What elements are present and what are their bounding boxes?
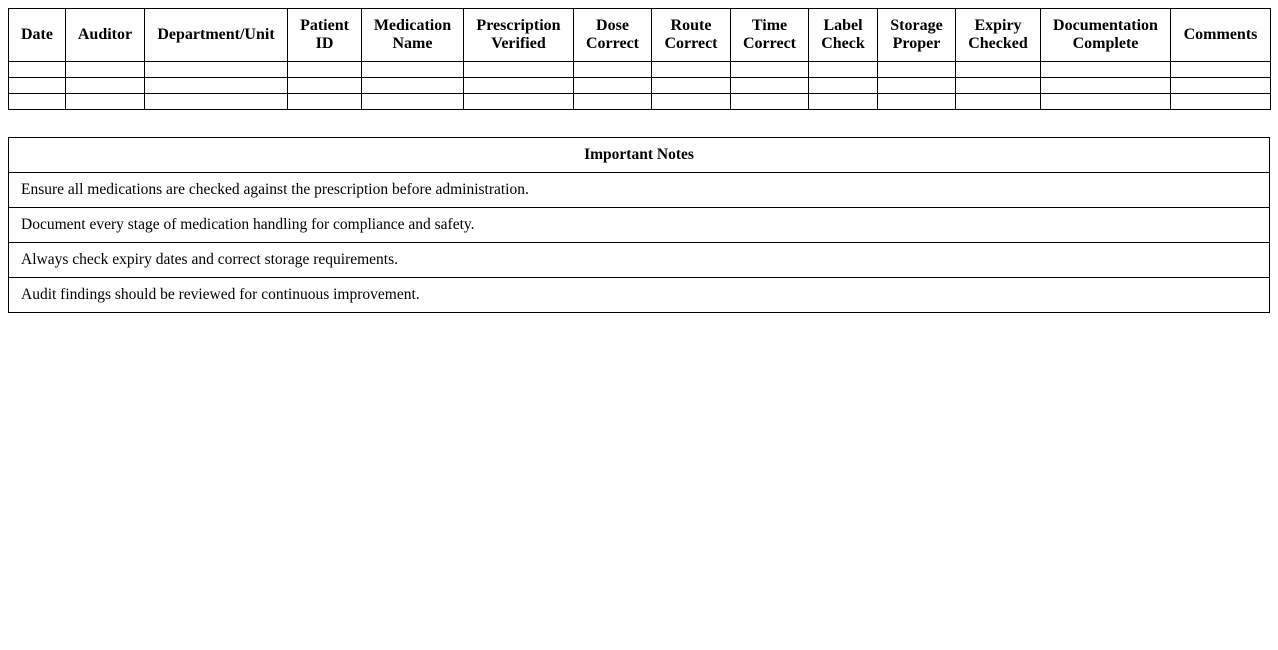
note-row xyxy=(9,278,1270,313)
audit-entry-cell[interactable] xyxy=(9,94,66,110)
note-item: Document every stage of medication handling for compliance and safety. xyxy=(9,208,1270,243)
audit-entry-cell[interactable] xyxy=(288,94,362,110)
notes-header-row xyxy=(9,138,1270,173)
column-header-medication-name: Medication Name xyxy=(362,9,464,62)
audit-entry-row xyxy=(9,78,1271,94)
audit-entry-cell[interactable] xyxy=(288,78,362,94)
note-item: Always check expiry dates and correct storage requirements. xyxy=(9,243,1270,278)
audit-table-body xyxy=(9,62,1271,110)
audit-entry-cell[interactable] xyxy=(464,62,574,78)
audit-entry-cell[interactable] xyxy=(66,62,145,78)
audit-entry-cell[interactable] xyxy=(66,94,145,110)
note-item: Ensure all medications are checked against the prescription before administration. xyxy=(9,173,1270,208)
note-item: Audit findings should be reviewed for continuous improvement. xyxy=(9,278,1270,313)
audit-entry-cell[interactable] xyxy=(956,62,1041,78)
audit-entry-cell[interactable] xyxy=(66,78,145,94)
note-row xyxy=(9,243,1270,278)
audit-entry-cell[interactable] xyxy=(809,94,878,110)
audit-entry-cell[interactable] xyxy=(9,62,66,78)
column-header-dose-correct: Dose Correct xyxy=(574,9,652,62)
audit-entry-cell[interactable] xyxy=(145,94,288,110)
audit-entry-cell[interactable] xyxy=(362,62,464,78)
audit-entry-cell[interactable] xyxy=(145,62,288,78)
audit-entry-cell[interactable] xyxy=(878,78,956,94)
audit-entry-cell[interactable] xyxy=(362,94,464,110)
column-header-time-correct: Time Correct xyxy=(731,9,809,62)
audit-entry-cell[interactable] xyxy=(1041,94,1171,110)
audit-entry-cell[interactable] xyxy=(145,78,288,94)
audit-entry-cell[interactable] xyxy=(652,62,731,78)
audit-entry-cell[interactable] xyxy=(878,94,956,110)
audit-header-row xyxy=(9,9,1271,62)
audit-entry-cell[interactable] xyxy=(956,78,1041,94)
audit-entry-cell[interactable] xyxy=(574,94,652,110)
audit-entry-cell[interactable] xyxy=(652,78,731,94)
column-header-storage-proper: Storage Proper xyxy=(878,9,956,62)
audit-entry-row xyxy=(9,94,1271,110)
audit-entry-cell[interactable] xyxy=(288,62,362,78)
audit-entry-cell[interactable] xyxy=(1171,62,1271,78)
column-header-comments: Comments xyxy=(1171,9,1271,62)
audit-entry-cell[interactable] xyxy=(1171,78,1271,94)
notes-title: Important Notes xyxy=(9,138,1270,173)
audit-entry-cell[interactable] xyxy=(731,78,809,94)
audit-entry-cell[interactable] xyxy=(956,94,1041,110)
audit-entry-cell[interactable] xyxy=(574,62,652,78)
audit-entry-cell[interactable] xyxy=(1041,78,1171,94)
audit-entry-row xyxy=(9,62,1271,78)
column-header-expiry-checked: Expiry Checked xyxy=(956,9,1041,62)
column-header-auditor: Auditor xyxy=(66,9,145,62)
column-header-label-check: Label Check xyxy=(809,9,878,62)
column-header-route-correct: Route Correct xyxy=(652,9,731,62)
audit-entry-cell[interactable] xyxy=(731,62,809,78)
audit-entry-cell[interactable] xyxy=(809,78,878,94)
note-row xyxy=(9,208,1270,243)
medication-audit-table xyxy=(8,8,1271,110)
audit-entry-cell[interactable] xyxy=(878,62,956,78)
audit-entry-cell[interactable] xyxy=(464,94,574,110)
column-header-date: Date xyxy=(9,9,66,62)
audit-entry-cell[interactable] xyxy=(652,94,731,110)
audit-entry-cell[interactable] xyxy=(464,78,574,94)
audit-entry-cell[interactable] xyxy=(9,78,66,94)
audit-entry-cell[interactable] xyxy=(362,78,464,94)
audit-entry-cell[interactable] xyxy=(809,62,878,78)
audit-entry-cell[interactable] xyxy=(1171,94,1271,110)
audit-entry-cell[interactable] xyxy=(1041,62,1171,78)
audit-entry-cell[interactable] xyxy=(574,78,652,94)
note-row xyxy=(9,173,1270,208)
audit-entry-cell[interactable] xyxy=(731,94,809,110)
column-header-department-unit: Department/Unit xyxy=(145,9,288,62)
column-header-patient-id: Patient ID xyxy=(288,9,362,62)
important-notes-table xyxy=(8,137,1270,313)
column-header-prescription-verified: Prescription Verified xyxy=(464,9,574,62)
column-header-documentation-complete: Documentation Complete xyxy=(1041,9,1171,62)
